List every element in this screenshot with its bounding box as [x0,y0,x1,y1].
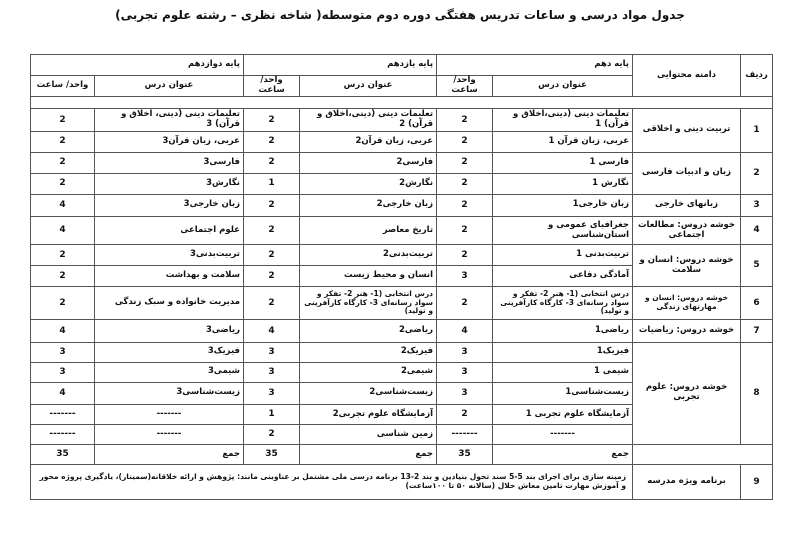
area-cell: زبانهای خارجی [633,194,741,217]
course-cell: سلامت و بهداشت [95,266,244,287]
table-row [31,342,773,362]
unit-cell: 2 [244,287,300,320]
course-cell: ریاضی3 [95,320,244,343]
row-number: 2 [741,152,773,194]
unit-cell: 4 [31,320,95,343]
row-number: 7 [741,320,773,343]
course-cell: نگارش 1 [493,173,633,194]
unit-cell: 4 [31,217,95,245]
table-row [31,245,773,266]
course-cell: تربیت‌بدنی 1 [493,245,633,266]
course-cell: زبان خارجی2 [300,194,437,217]
unit-cell: 2 [31,131,95,152]
course-cell: فارسی2 [300,152,437,173]
unit-cell: 2 [31,152,95,173]
header-area: دامنه محتوایی [633,55,741,97]
unit-cell: ------- [31,425,95,445]
table-row [31,217,773,245]
unit-cell: 2 [244,131,300,152]
course-cell: آزمایشگاه علوم تجربی 1 [493,405,633,425]
course-cell: زیست‌شناسی2 [300,382,437,405]
unit-cell: 2 [437,131,493,152]
row-number: 8 [741,342,773,445]
course-cell: نگارش2 [300,173,437,194]
course-cell: فارسی3 [95,152,244,173]
unit-cell: 2 [244,152,300,173]
course-cell: عربی، زبان قرآن 1 [493,131,633,152]
unit-cell: 2 [437,217,493,245]
course-cell: ریاضی1 [493,320,633,343]
course-cell: ------- [95,425,244,445]
course-cell: زیست‌شناسی3 [95,382,244,405]
unit-cell: 2 [31,245,95,266]
table-row [31,194,773,217]
course-cell: زبان خارجی3 [95,194,244,217]
unit-cell: 2 [244,245,300,266]
area-cell: خوشه دروس: مطالعات اجتماعی [633,217,741,245]
course-cell: فیزیک3 [95,342,244,362]
unit-cell: 2 [437,194,493,217]
unit-cell: 2 [244,266,300,287]
course-cell: تعلیمات دینی (دینی،اخلاق و قرآن) 2 [300,109,437,132]
row-number: 1 [741,109,773,153]
header-grade11: پایه یازدهم [244,55,437,76]
unit-cell: 3 [31,342,95,362]
header-course-10: عنوان درس [493,76,633,97]
row-number: 4 [741,217,773,245]
course-cell: جغرافیای عمومی و استان‌شناسی [493,217,633,245]
unit-cell: 2 [244,425,300,445]
unit-cell: 2 [437,109,493,132]
unit-cell: 1 [244,173,300,194]
course-cell: ------- [493,425,633,445]
area-cell: خوشه دروس: انسان و مهارتهای زندگی [633,287,741,320]
course-cell: تربیت‌بدنی2 [300,245,437,266]
course-cell: مدیریت خانواده و سبک زندگی [95,287,244,320]
page-title: جدول مواد درسی و ساعات تدریس هفتگی دوره دوم متوسطه( شاخه نظری – رشته علوم تجربی) [115,8,685,22]
table-row [31,152,773,173]
unit-cell: ------- [31,405,95,425]
row-number: 3 [741,194,773,217]
header-course-11: عنوان درس [300,76,437,97]
course-cell: درس انتخابی (1- هنر 2- تفکر و سواد رسانه‌ای 3- کارگاه کارآفرینی و تولید) [300,287,437,320]
table-row [31,287,773,320]
unit-cell: 4 [31,194,95,217]
course-cell: ریاضی2 [300,320,437,343]
course-cell: ------- [95,405,244,425]
course-cell: زبان خارجی1 [493,194,633,217]
course-cell: تعلیمات دینی (دینی، اخلاق و قرآن) 3 [95,109,244,132]
table-row [31,109,773,132]
unit-cell: 2 [437,152,493,173]
course-cell: شیمی2 [300,362,437,382]
unit-cell: 2 [244,194,300,217]
course-cell: علوم اجتماعی [95,217,244,245]
course-cell: شیمی3 [95,362,244,382]
course-cell: تاریخ معاصر [300,217,437,245]
total-label: جمع [95,445,244,465]
course-cell: شیمی 1 [493,362,633,382]
course-cell: انسان و محیط زیست [300,266,437,287]
area-cell: زبان و ادبیات فارسی [633,152,741,194]
unit-cell: 3 [437,382,493,405]
unit-cell: 3 [437,342,493,362]
unit-cell: ------- [437,425,493,445]
course-cell: زمین شناسی [300,425,437,445]
total-value: 35 [31,445,95,465]
total-label: جمع [493,445,633,465]
course-cell: درس انتخابی (1- هنر 2- تفکر و سواد رسانه‌ای 3- کارگاه کارآفرینی و تولید) [493,287,633,320]
unit-cell: 3 [244,382,300,405]
unit-cell: 3 [437,362,493,382]
unit-cell: 2 [31,173,95,194]
course-cell: عربی، زبان قرآن2 [300,131,437,152]
course-cell: آزمایشگاه علوم تجربی2 [300,405,437,425]
row-number: 6 [741,287,773,320]
totals-row [31,445,773,465]
unit-cell: 3 [244,342,300,362]
area-cell: تربیت دینی و اخلاقی [633,109,741,153]
unit-cell: 3 [31,362,95,382]
unit-cell: 2 [437,405,493,425]
special-text: زمینه سازی برای اجرای بند 5-5 سند تحول بنیادین و بند 2-13 برنامه درسی ملی مشتمل بر عناوینی مانند: پژوهش و ارائه خلاقانه(سمینار)، یادگیری پروژه محور و آموزش مهارت تامین معاش حلال (سالانه ۵۰ تا ۱۰۰ساعت) [31,465,633,500]
course-cell: فارسی 1 [493,152,633,173]
table-row [31,320,773,343]
unit-cell: 2 [244,109,300,132]
course-cell: تعلیمات دینی (دینی،اخلاق و قرآن) 1 [493,109,633,132]
course-cell: فیزیک2 [300,342,437,362]
header-course-12: عنوان درس [95,76,244,97]
unit-cell: 4 [31,382,95,405]
total-label: جمع [300,445,437,465]
course-cell: تربیت‌بدنی3 [95,245,244,266]
unit-cell: 2 [31,266,95,287]
header-row-no: ردیف [741,55,773,97]
unit-cell: 1 [244,405,300,425]
unit-cell: 2 [31,287,95,320]
unit-cell: 2 [31,109,95,132]
area-cell: خوشه دروس: علوم تجربی [633,342,741,445]
row-number: 9 [741,465,773,500]
course-cell: فیزیک1 [493,342,633,362]
total-value: 35 [244,445,300,465]
area-cell: خوشه دروس: انسان و سلامت [633,245,741,287]
course-cell: زیست‌شناسی1 [493,382,633,405]
unit-cell: 2 [244,217,300,245]
area-cell: خوشه دروس: ریاضیات [633,320,741,343]
course-cell: آمادگی دفاعی [493,266,633,287]
course-cell: نگارش3 [95,173,244,194]
unit-cell: 2 [437,245,493,266]
header-units-11: واحد/ ساعت [244,76,300,97]
unit-cell: 3 [244,362,300,382]
header-units-10: واحد/ ساعت [437,76,493,97]
header-grade10: پایه دهم [437,55,633,76]
unit-cell: 2 [437,173,493,194]
unit-cell: 4 [437,320,493,343]
header-units-12: واحد/ ساعت [31,76,95,97]
area-cell: برنامه ویژه مدرسه [633,465,741,500]
total-value: 35 [437,445,493,465]
course-cell: عربی، زبان قرآن3 [95,131,244,152]
unit-cell: 3 [437,266,493,287]
header-grade12: پایه دوازدهم [31,55,244,76]
curriculum-table [30,54,773,500]
unit-cell: 2 [437,287,493,320]
unit-cell: 4 [244,320,300,343]
special-row [31,465,773,500]
row-number: 5 [741,245,773,287]
